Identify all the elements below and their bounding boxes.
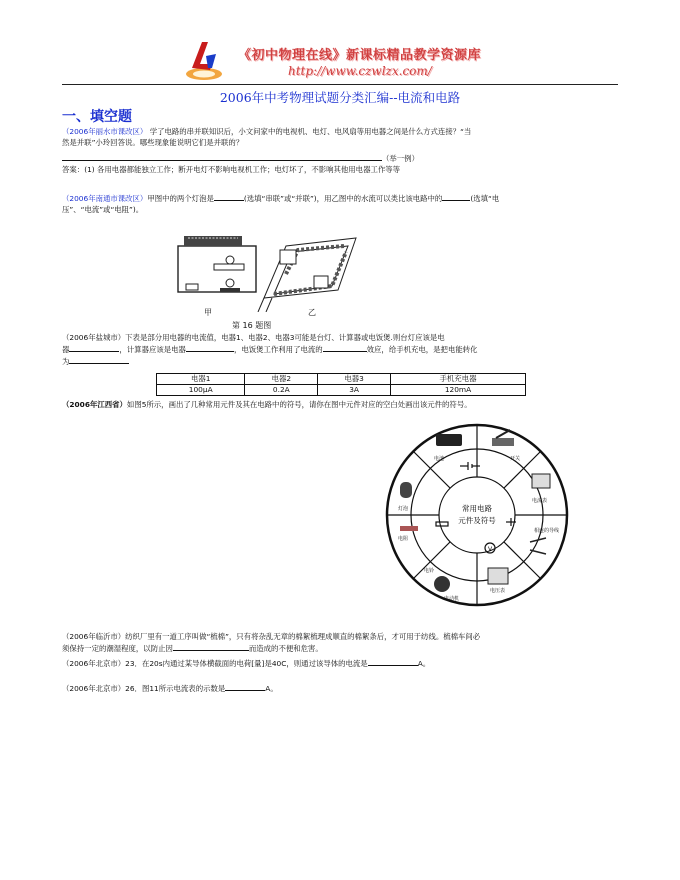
svg-text:V: V [487, 546, 493, 553]
q6-source: （2006年北京市） [62, 659, 126, 668]
q3-text-1: 下表是部分用电器的电流值，电器1、电器2、电器3可能是台灯、计算器或电饭煲.则台灯应该是电 [125, 333, 445, 342]
figure-label-b: 乙 [308, 308, 316, 317]
q5-blank[interactable] [173, 642, 249, 651]
q3-source: （2006年盐城市） [62, 333, 126, 342]
q3-text-2c: ，电饭煲工作利用了电流的 [233, 345, 323, 354]
figure-16-circuit-and-water [168, 228, 368, 312]
q5-text-2b: 而造成的不便和危害。 [248, 644, 323, 653]
q2-text-2: 压”、“电流”或“电阻”)。 [62, 205, 144, 214]
table-cell: 0.2A [245, 385, 318, 396]
site-logo-icon [182, 38, 226, 82]
ammeter-icon [532, 474, 550, 488]
q2-blank-1[interactable] [214, 192, 244, 201]
q2-blank-2[interactable] [442, 192, 470, 201]
q3-text-3a: 为 [62, 357, 70, 366]
q2-text-c: (选填“电 [470, 194, 500, 203]
q4-source: （2006年江西省） [62, 400, 127, 409]
q3-text-2d: 效应，给手机充电，是把电能转化 [366, 345, 478, 354]
q6-blank[interactable] [368, 657, 418, 666]
q1-text: 学了电路的串并联知识后，小文问家中的电视机、电灯、电风扇等用电器之间是什么方式连接？“当 [149, 127, 472, 136]
q7-text-b: A。 [265, 684, 278, 693]
circuit-symbols-wheel [384, 422, 570, 608]
q6-text-a: 23．在20s内通过某导体横截面的电荷[量]是40C，则通过该导体的电流是 [125, 659, 368, 668]
q3-blank-1[interactable] [69, 343, 119, 352]
answer-label: 答案： [62, 165, 85, 174]
section-title: 一、填空题 [62, 109, 132, 125]
q3-blank-3[interactable] [323, 343, 367, 352]
question-6 [62, 657, 430, 669]
q7-blank[interactable] [225, 682, 265, 691]
site-title: 《初中物理在线》新课标精品教学资源库 [238, 48, 482, 63]
q3-text-2a: 器 [62, 345, 70, 354]
q1-blank-suffix: （举一例） [382, 154, 419, 163]
table-header-cell: 电器1 [157, 374, 245, 385]
site-url[interactable]: http://www.czwlzx.com/ [288, 64, 432, 78]
table-cell: 100μA [157, 385, 245, 396]
current-values-table [156, 373, 526, 396]
q6-text-b: A。 [417, 659, 431, 668]
document-title: 2006年中考物理试题分类汇编--电流和电路 [219, 90, 461, 105]
header-divider [62, 84, 618, 85]
question-5 [62, 631, 480, 654]
q3-blank-2[interactable] [186, 343, 234, 352]
q1-text-2: 然是并联”小玲回答说。哪些现象能说明它们是并联的？ [62, 138, 244, 147]
wheel-center-line-2: 元件及符号 [458, 516, 496, 525]
q2-source: （2006年南通市课改区） [62, 194, 148, 203]
table-row [157, 385, 526, 396]
motor-icon [434, 576, 450, 592]
switch-icon [492, 438, 514, 446]
q7-source: （2006年北京市） [62, 684, 126, 693]
bulb-icon [400, 482, 412, 498]
table-header-cell: 手机充电器 [391, 374, 526, 385]
voltmeter-icon [488, 568, 508, 584]
wheel-label: 相连的导线 [534, 528, 560, 534]
figure-caption: 第 16 题图 [232, 321, 272, 330]
q5-source: （2006年临沂市） [62, 632, 126, 641]
wheel-label: 开关 [510, 456, 521, 462]
q1-answer-blank[interactable] [62, 152, 382, 161]
q3-text-2b: ，计算器应该是电器 [119, 345, 186, 354]
q3-blank-4[interactable] [69, 355, 129, 364]
wheel-label: 灯泡 [398, 506, 409, 512]
table-header-cell: 电器3 [318, 374, 391, 385]
wheel-label: 电阻 [398, 536, 409, 542]
wheel-label: 电动机 [444, 596, 460, 602]
table-header-cell: 电器2 [245, 374, 318, 385]
table-header-row [157, 374, 526, 385]
wheel-center-line-1: 常用电路 [462, 504, 492, 513]
wheel-label: 电铃 [424, 568, 435, 574]
question-2 [62, 192, 499, 215]
question-4 [62, 399, 472, 410]
q5-text-1: 纺织厂里有一道工序叫做“梳棉”，只有将杂乱无章的棉絮梳理成顺直的棉絮条后，才可用于纺线。梳棉车间必 [125, 632, 481, 641]
question-3 [62, 332, 478, 367]
question-7 [62, 682, 278, 694]
question-1 [62, 126, 471, 175]
q5-text-2a: 须保持一定的潮湿程度，以防止因 [62, 644, 173, 653]
q7-text-a: 26．图11所示电流表的示数是 [125, 684, 226, 693]
wheel-label: 电压表 [490, 588, 506, 594]
q2-text-b: (选填“串联”或“并联”)，用乙图中的水流可以类比该电路中的 [243, 194, 443, 203]
q1-source: （2006年丽水市课改区） [62, 127, 148, 136]
resistor-icon [400, 526, 418, 531]
q2-text-a: 甲图中的两个灯泡是 [147, 194, 214, 203]
table-cell: 3A [318, 385, 391, 396]
wheel-label: 电池 [434, 456, 445, 462]
battery-icon [436, 434, 462, 446]
figure-label-a: 甲 [204, 308, 212, 317]
q1-answer: (1) 各用电器都能独立工作；断开电灯不影响电视机工作；电灯坏了，不影响其他用电器工作等等 [84, 165, 401, 174]
table-cell: 120mA [391, 385, 526, 396]
q4-text: 如图5所示，画出了几种常用元件及其在电路中的符号，请你在图中元件对应的空白处画出该元件的符号。 [126, 400, 472, 409]
wheel-label: 电流表 [532, 498, 548, 504]
